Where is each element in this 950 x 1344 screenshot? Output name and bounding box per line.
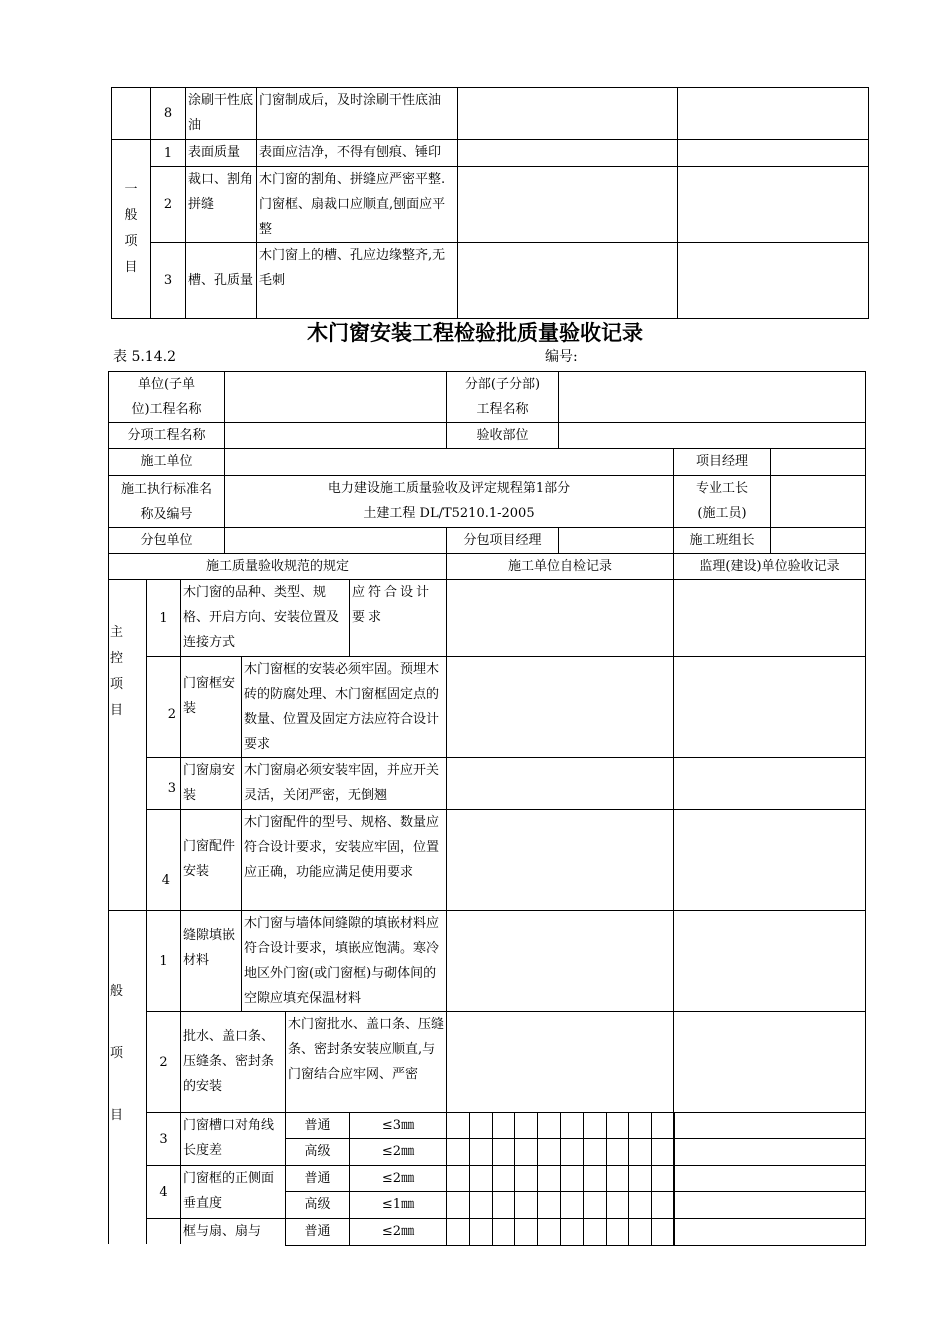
- measure-point-cell[interactable]: [583, 1112, 607, 1139]
- measure-point-cell[interactable]: [537, 1191, 561, 1219]
- measure-point-cell[interactable]: [628, 1112, 652, 1139]
- measure-point-cell[interactable]: [492, 1191, 516, 1219]
- prev-cat-cell-top: [111, 87, 151, 140]
- item-project-label: 分项工程名称: [108, 422, 225, 449]
- pm-label: 项目经理: [673, 448, 771, 476]
- gen-row3-tol1: ≤3㎜: [349, 1112, 447, 1139]
- measure-supervision-cell[interactable]: [673, 1218, 866, 1246]
- measure-point-cell[interactable]: [560, 1218, 584, 1246]
- main-control-label: 主控项目: [110, 625, 124, 718]
- prev-row8-sup: [677, 87, 869, 140]
- gen-row3-tol2: ≤2㎜: [349, 1138, 447, 1166]
- measure-point-cell[interactable]: [651, 1165, 675, 1192]
- general-cell: [108, 910, 147, 1244]
- mc-row2-self[interactable]: [446, 656, 674, 758]
- prev-row1-sup: [677, 139, 869, 167]
- foreman-sub-label: (施工员): [697, 506, 747, 521]
- measure-point-cell[interactable]: [446, 1191, 470, 1219]
- gen-row2-self[interactable]: [446, 1011, 674, 1113]
- prev-row1-item: 表面质量: [185, 139, 257, 167]
- supervision-header: 监理(建设)单位验收记录: [673, 553, 866, 580]
- foreman-value[interactable]: [770, 475, 866, 528]
- prev-row3-self: [457, 242, 678, 319]
- mc-row3-sup[interactable]: [673, 757, 866, 810]
- prev-row2-sup: [677, 166, 869, 243]
- mc-row2-no: 2: [146, 656, 181, 758]
- mc-row4-self[interactable]: [446, 809, 674, 911]
- mc-row3-self[interactable]: [446, 757, 674, 810]
- prev-row8-no: 8: [150, 87, 186, 140]
- gen-row1-self[interactable]: [446, 910, 674, 1012]
- measure-point-cell[interactable]: [606, 1138, 630, 1166]
- prev-row3-req: 木门窗上的槽、孔应边缘整齐,无毛刺: [256, 242, 458, 319]
- measure-point-cell[interactable]: [492, 1138, 516, 1166]
- gen-row4-tol1: ≤2㎜: [349, 1165, 447, 1192]
- mc-row2-req: 木门窗框的安装必须牢固。预埋木砖的防腐处理、木门窗框固定点的数量、位置及固定方法应符合设计要求: [241, 656, 447, 758]
- measure-point-cell[interactable]: [560, 1165, 584, 1192]
- main-control-cell: [108, 579, 147, 911]
- measure-point-cell[interactable]: [583, 1191, 607, 1219]
- prev-row8-item: 涂刷干性底油: [185, 87, 257, 140]
- sub-pm-value[interactable]: [558, 527, 674, 554]
- measure-point-cell[interactable]: [651, 1191, 675, 1219]
- measure-point-cell[interactable]: [651, 1112, 675, 1139]
- gen-row5-tol1: ≤2㎜: [349, 1218, 447, 1246]
- measure-supervision-cell[interactable]: [673, 1138, 866, 1166]
- prev-row2-item: 裁口、割角拼缝: [185, 166, 257, 243]
- constructor-label: 施工单位: [108, 448, 225, 476]
- mc-row3-no: 3: [146, 757, 181, 810]
- prev-row1-self: [457, 139, 678, 167]
- measure-point-cell[interactable]: [514, 1165, 538, 1192]
- item-project-value[interactable]: [224, 422, 447, 449]
- measure-point-cell[interactable]: [583, 1165, 607, 1192]
- measure-point-cell[interactable]: [606, 1165, 630, 1192]
- gen-row2-req: 木门窗批水、盖口条、压缝条、密封条安装应顺直,与门窗结合应牢网、严密: [285, 1011, 447, 1113]
- unit-name-value[interactable]: [224, 371, 447, 423]
- gen-row2-no: 2: [146, 1011, 181, 1113]
- gen-row4-grade1: 普通: [285, 1165, 350, 1192]
- prev-row2-self: [457, 166, 678, 243]
- prev-row1-no: 1: [150, 139, 186, 167]
- measure-point-cell[interactable]: [651, 1138, 675, 1166]
- standard-label: 施工执行标准名称及编号: [108, 475, 225, 528]
- subdivision-label: 分部(子分部)工程名称: [446, 371, 559, 423]
- gen-row5-no: [146, 1218, 181, 1244]
- measure-point-cell[interactable]: [583, 1138, 607, 1166]
- measure-point-cell[interactable]: [583, 1218, 607, 1246]
- measure-point-cell[interactable]: [514, 1218, 538, 1246]
- measure-point-cell[interactable]: [628, 1191, 652, 1219]
- measure-point-cell[interactable]: [514, 1112, 538, 1139]
- measure-supervision-cell[interactable]: [673, 1165, 866, 1192]
- gen-row4-item: 门窗框的正侧面垂直度: [180, 1165, 286, 1219]
- measure-point-cell[interactable]: [606, 1191, 630, 1219]
- sub-pm-label: 分包项目经理: [446, 527, 559, 554]
- mc-row1-req: 应符合设计要求: [349, 579, 447, 657]
- measure-supervision-cell[interactable]: [673, 1112, 866, 1139]
- measure-point-cell[interactable]: [446, 1138, 470, 1166]
- measure-point-cell[interactable]: [469, 1191, 493, 1219]
- mc-row1-sup[interactable]: [673, 579, 866, 657]
- standard-value-line2: 土建工程 DL/T5210.1-2005: [363, 506, 535, 521]
- measure-point-cell[interactable]: [560, 1112, 584, 1139]
- measure-point-cell[interactable]: [628, 1165, 652, 1192]
- measure-point-cell[interactable]: [492, 1218, 516, 1246]
- accept-part-value[interactable]: [558, 422, 866, 449]
- prev-row8-self: [457, 87, 678, 140]
- gen-row4-grade2: 高级: [285, 1191, 350, 1219]
- measure-point-cell[interactable]: [469, 1165, 493, 1192]
- measure-point-cell[interactable]: [469, 1218, 493, 1246]
- measure-point-cell[interactable]: [537, 1165, 561, 1192]
- mc-row4-no: 4: [146, 809, 181, 911]
- serial-label: 编号:: [545, 349, 578, 365]
- gen-row4-no: 4: [146, 1165, 181, 1219]
- mc-row4-sup[interactable]: [673, 809, 866, 911]
- measure-point-cell[interactable]: [514, 1191, 538, 1219]
- gen-row3-grade1: 普通: [285, 1112, 350, 1139]
- pm-value[interactable]: [770, 448, 866, 476]
- measure-point-cell[interactable]: [560, 1191, 584, 1219]
- gen-row5-grade1: 普通: [285, 1218, 350, 1246]
- measure-point-cell[interactable]: [469, 1112, 493, 1139]
- self-check-header: 施工单位自检记录: [446, 553, 674, 580]
- page-title: 木门窗安装工程检验批质量验收记录: [307, 321, 643, 345]
- measure-point-cell[interactable]: [537, 1218, 561, 1246]
- measure-point-cell[interactable]: [446, 1165, 470, 1192]
- constructor-value[interactable]: [224, 448, 674, 476]
- measure-point-cell[interactable]: [469, 1138, 493, 1166]
- prev-row1-req: 表面应洁净，不得有刨痕、锤印: [256, 139, 458, 167]
- subdivision-value[interactable]: [558, 371, 866, 423]
- gen-row2-item: 批水、盖口条、压缝条、密封条的安装: [180, 1011, 286, 1113]
- measure-point-cell[interactable]: [606, 1218, 630, 1246]
- mc-row4-req: 木门窗配件的型号、规格、数量应符合设计要求，安装应牢固，位置应正确，功能应满足使用要求: [241, 809, 447, 911]
- table-number: 表 5.14.2: [113, 349, 176, 365]
- prev-row2-req: 木门窗的割角、拼缝应严密平整.门窗框、扇裁口应顺直,刨面应平整: [256, 166, 458, 243]
- standard-value: [224, 475, 674, 528]
- measure-point-cell[interactable]: [537, 1138, 561, 1166]
- team-leader-value[interactable]: [770, 527, 866, 554]
- gen-row5-item: 框与扇、扇与: [180, 1218, 286, 1244]
- gen-row1-no: 1: [146, 910, 181, 1012]
- measure-point-cell[interactable]: [628, 1218, 652, 1246]
- mc-row3-req: 木门窗扇必须安装牢固，并应开关灵活，关闭严密，无倒翘: [241, 757, 447, 810]
- subcontract-label: 分包单位: [108, 527, 225, 554]
- measure-point-cell[interactable]: [492, 1165, 516, 1192]
- prev-row8-req: 门窗制成后，及时涂刷干性底油: [256, 87, 458, 140]
- mc-row3-item: 门窗扇安装: [180, 757, 242, 810]
- measure-point-cell[interactable]: [651, 1218, 675, 1246]
- prev-general-label: 一般项目: [111, 139, 151, 319]
- gen-row3-grade2: 高级: [285, 1138, 350, 1166]
- general-label: 般项目: [110, 984, 124, 1123]
- measure-supervision-cell[interactable]: [673, 1191, 866, 1219]
- measure-point-cell[interactable]: [492, 1112, 516, 1139]
- gen-row1-item: 缝隙填嵌材料: [180, 910, 242, 1012]
- mc-row1-no: 1: [146, 579, 181, 657]
- gen-row1-req: 木门窗与墙体间缝隙的填嵌材料应符合设计要求，填嵌应饱满。寒冷地区外门窗(或门窗框)与砌体间的空隙应填充保温材料: [241, 910, 447, 1012]
- accept-part-label: 验收部位: [446, 422, 559, 449]
- prev-row3-no: 3: [150, 242, 186, 319]
- prev-row3-item: 槽、孔质量: [185, 242, 257, 319]
- gen-row3-no: 3: [146, 1112, 181, 1166]
- measure-point-cell[interactable]: [606, 1112, 630, 1139]
- standard-value-line1: 电力建设施工质量验收及评定规程第1部分: [327, 481, 571, 496]
- team-leader-label: 施工班组长: [673, 527, 771, 554]
- mc-row2-item: 门窗框安装: [180, 656, 242, 758]
- spec-header: 施工质量验收规范的规定: [108, 553, 447, 580]
- mc-row4-item: 门窗配件安装: [180, 809, 242, 911]
- mc-row2-sup[interactable]: [673, 656, 866, 758]
- mc-row1-item: 木门窗的品种、类型、规格、开启方向、安装位置及连接方式: [180, 579, 350, 657]
- gen-row3-item: 门窗槽口对角线长度差: [180, 1112, 286, 1166]
- measure-point-cell[interactable]: [446, 1112, 470, 1139]
- measure-point-cell[interactable]: [560, 1138, 584, 1166]
- measure-point-cell[interactable]: [537, 1112, 561, 1139]
- foreman-label: 专业工长: [695, 481, 748, 496]
- measure-point-cell[interactable]: [446, 1218, 470, 1246]
- gen-row1-sup[interactable]: [673, 910, 866, 1012]
- prev-row2-no: 2: [150, 166, 186, 243]
- measure-point-cell[interactable]: [514, 1138, 538, 1166]
- measure-point-cell[interactable]: [628, 1138, 652, 1166]
- subcontract-value[interactable]: [224, 527, 447, 554]
- gen-row4-tol2: ≤1㎜: [349, 1191, 447, 1219]
- foreman-cell: [673, 475, 771, 528]
- gen-row2-sup[interactable]: [673, 1011, 866, 1113]
- unit-name-label: 单位(子单位)工程名称: [108, 371, 225, 423]
- prev-row3-sup: [677, 242, 869, 319]
- mc-row1-self[interactable]: [446, 579, 674, 657]
